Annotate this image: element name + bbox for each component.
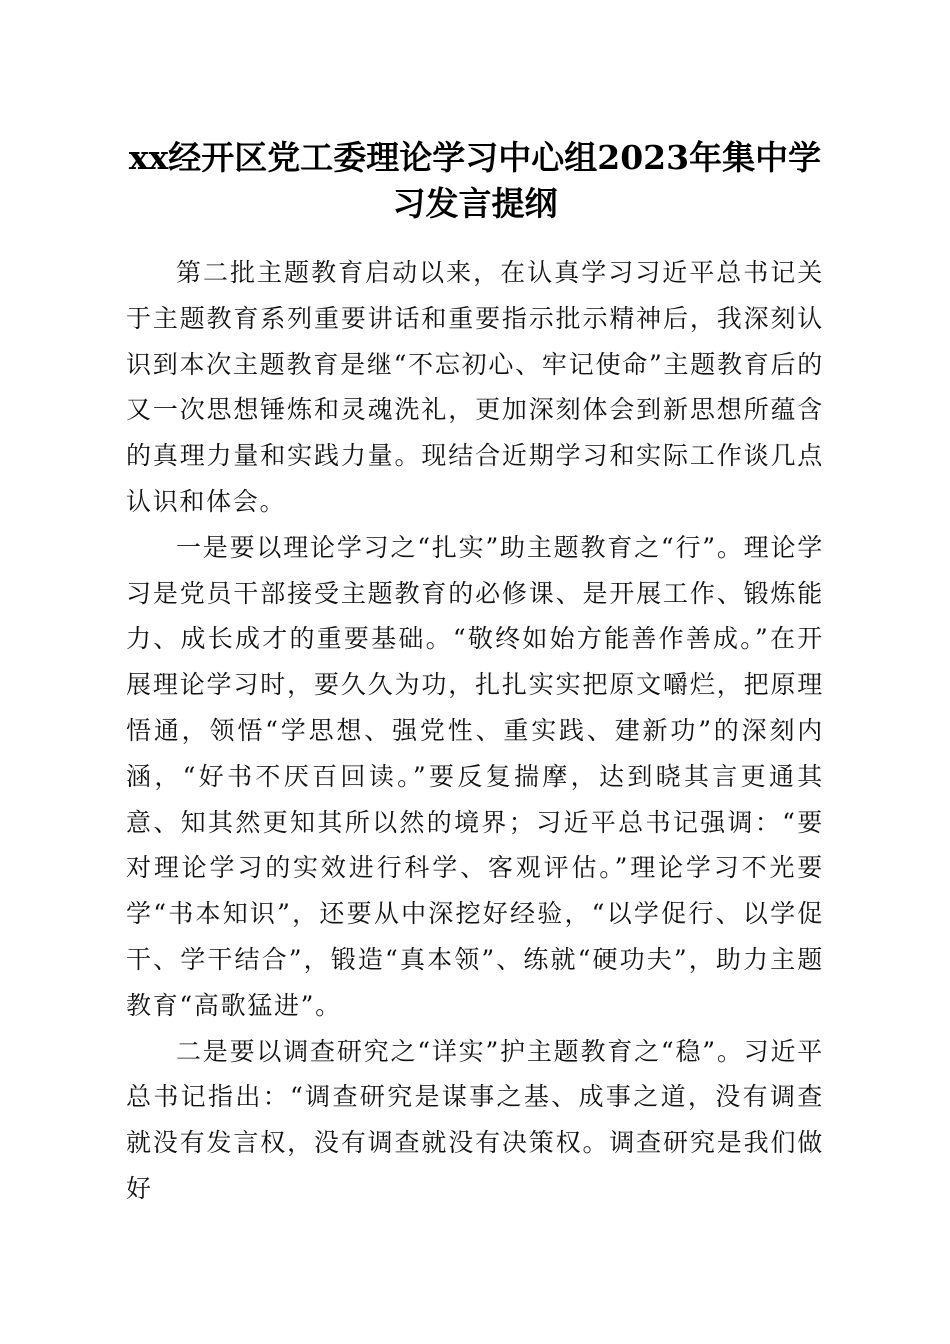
paragraph-point-two: 二是要以调查研究之“详实”护主题教育之“稳”。习近平总书记指出：“调查研究是谋事之基、成事之道，没有调查就没有发言权，没有调查就没有决策权。调查研究是我们做好 — [126, 1036, 824, 1203]
document-title: xx经开区党工委理论学习中心组2023年集中学习发言提纲 — [128, 138, 822, 223]
paragraph-intro: 第二批主题教育启动以来，在认真学习习近平总书记关于主题教育系列重要讲话和重要指示批示精神后，我深刻认识到本次主题教育是继“不忘初心、牢记使命”主题教育后的又一次思想锤炼和灵魂洗礼，更加深刻体会到新思想所蕴含的真理力量和实践力量。现结合近期学习和实际工作谈几点认识和体会。 — [126, 258, 824, 516]
paragraph-point-one: 一是要以理论学习之“扎实”助主题教育之“行”。理论学习是党员干部接受主题教育的必修课、是开展工作、锻炼能力、成长成才的重要基础。“敬终如始方能善作善成。”在开展理论学习时，要久久为功，扎扎实实把原文嚼烂，把原理悟通，领悟“学思想、强党性、重实践、建新功”的深刻内涵，“好书不厌百回读。”要反复揣摩，达到晓其言更通其意、知其然更知其所以然的境界；习近平总书记强调：“要对理论学习的实效进行科学、客观评估。”理论学习不光要学“书本知识”，还要从中深挖好经验，“以学促行、以学促干、学干结合”，锻造“真本领”、练就“硬功夫”，助力主题教育“高歌猛进”。 — [126, 532, 824, 1020]
document-body — [126, 250, 824, 1212]
